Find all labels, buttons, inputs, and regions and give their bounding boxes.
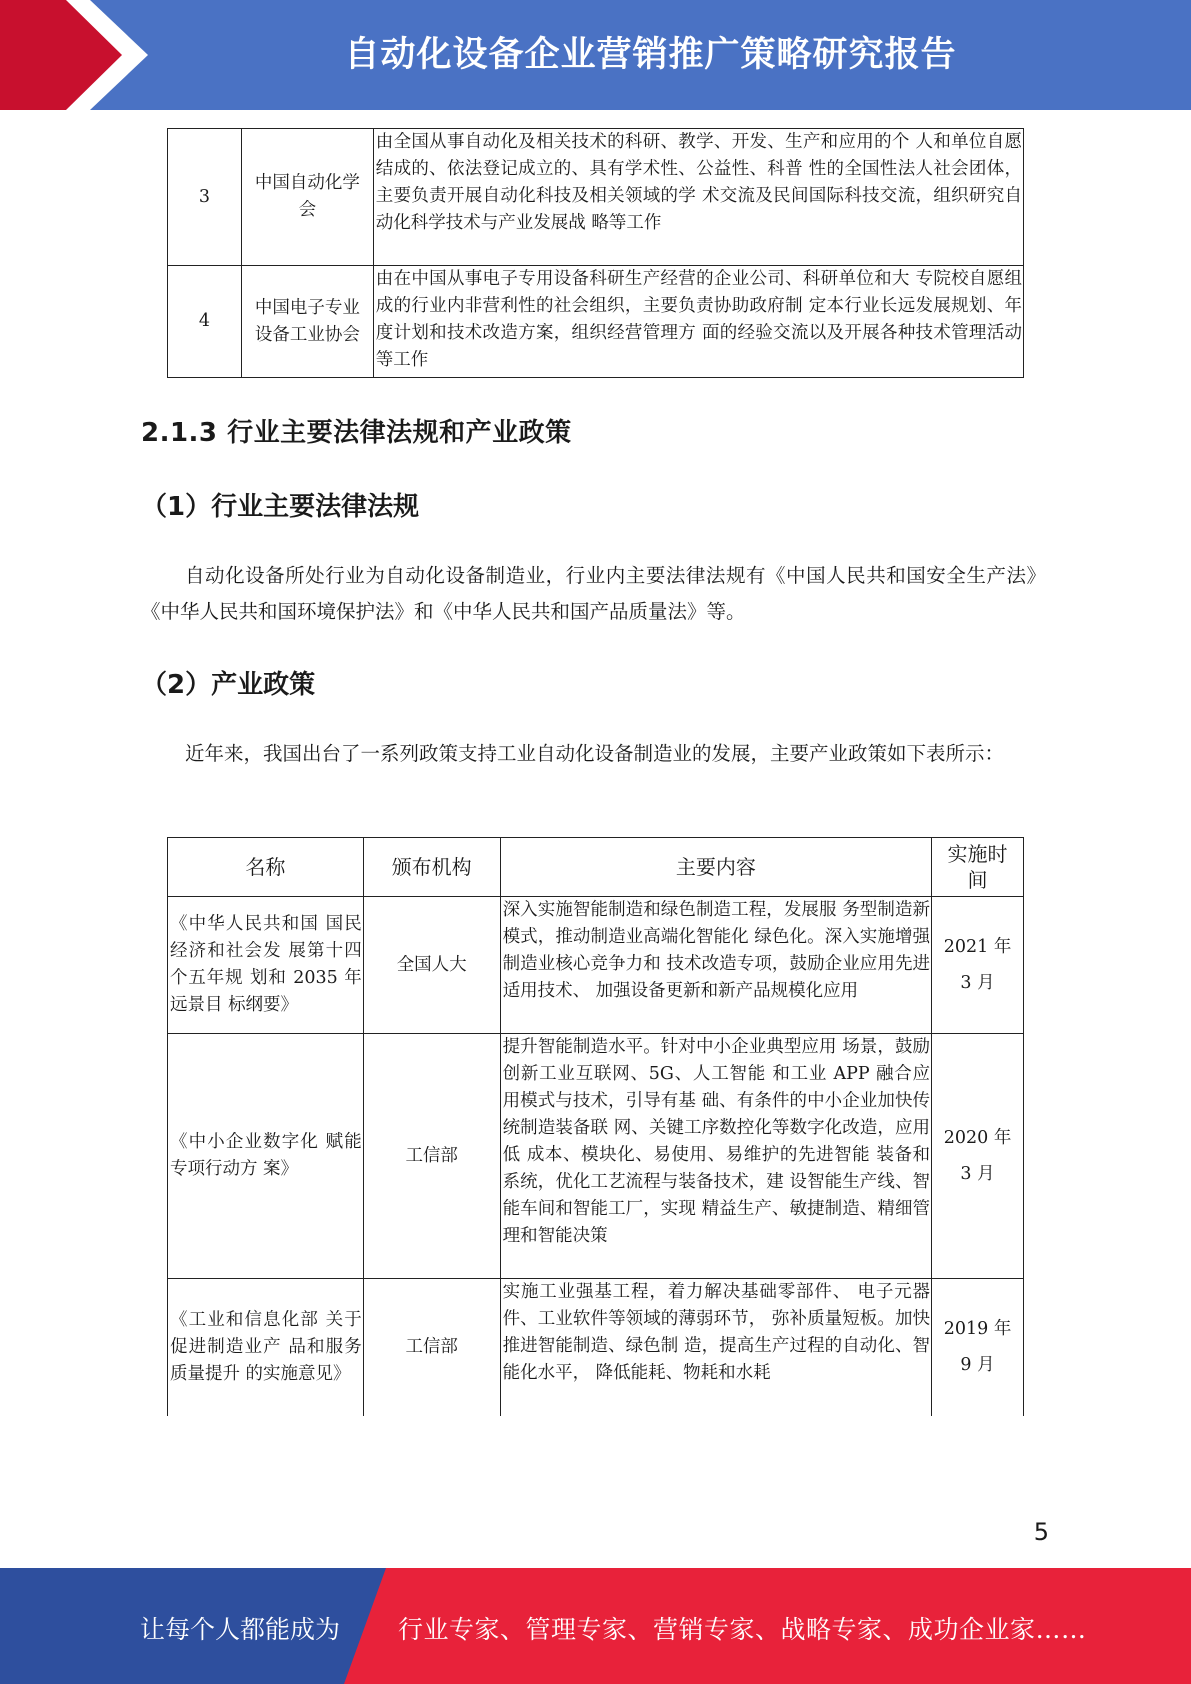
policy-issuer: 工信部 [363,1034,500,1279]
footer-slogan-left: 让每个人都能成为 [140,1615,341,1644]
table-row [168,266,1024,378]
policy-date: 2020 年 3 月 [932,1034,1024,1279]
policy-name: 《中小企业数字化 赋能专项行动方 案》 [168,1034,364,1279]
policy-table [167,837,1024,1416]
policy-content: 提升智能制造水平。针对中小企业典型应用 场景，鼓励创新工业互联网、5G、人工智能 和工业 APP 融合应用模式与技术，引导有基 础、有条件的中小企业加快传统制造装备联 网、关键工序数控化等数字化改造，应用低 成本、模块化、易使用、易维护的先进智能 装备和系统，优化工艺流程与装备技术，建 设智能生产线、智能车间和智能工厂，实现 精益生产、敏捷制造、精细管理和智能决策 [500,1034,931,1279]
policy-date: 2021 年 3 月 [932,897,1024,1034]
associations-table [167,128,1024,378]
column-header-date: 实施时间 [932,838,1024,897]
policy-date: 2019 年 9 月 [932,1279,1024,1416]
row-index: 4 [168,266,242,378]
section-heading: 2.1.3 行业主要法律法规和产业政策 [141,418,572,448]
table-row [168,1279,1024,1416]
column-header-content: 主要内容 [500,838,931,897]
subsection-heading-laws: （1）行业主要法律法规 [141,492,420,522]
subsection-heading-policy: （2）产业政策 [141,670,316,700]
policy-name: 《工业和信息化部 关于促进制造业产 品和服务质量提升 的实施意见》 [168,1279,364,1416]
column-header-name: 名称 [168,838,364,897]
table-header-row [168,838,1024,897]
table-row [168,897,1024,1034]
association-description: 由在中国从事电子专用设备科研生产经营的企业公司、科研单位和大 专院校自愿组成的行业内非营利性的社会组织，主要负责协助政府制 定本行业长远发展规划、年度计划和技术改造方案，组织经营管理方 面的经验交流以及开展各种技术管理活动等工作 [373,266,1023,378]
policy-name: 《中华人民共和国 国民经济和社会发 展第十四个五年规 划和 2035 年远景目 标纲要》 [168,897,364,1034]
page-number: 5 [1033,1518,1049,1546]
report-title: 自动化设备企业营销推广策略研究报告 [344,35,957,75]
table-row [168,129,1024,266]
policy-content: 实施工业强基工程，着力解决基础零部件、 电子元器件、工业软件等领域的薄弱环节， 弥补质量短板。加快推进智能制造、绿色制 造，提高生产过程的自动化、智能化水平， 降低能耗、物耗和水耗 [500,1279,931,1416]
policy-issuer: 全国人大 [363,897,500,1034]
policy-paragraph: 近年来，我国出台了一系列政策支持工业自动化设备制造业的发展，主要产业政策如下表所示： [185,742,1005,765]
policy-content: 深入实施智能制造和绿色制造工程，发展服 务型制造新模式，推动制造业高端化智能化 绿色化。深入实施增强制造业核心竞争力和 技术改造专项，鼓励企业应用先进适用技术、 加强设备更新和新产品规模化应用 [500,897,931,1034]
laws-paragraph: 自动化设备所处行业为自动化设备制造业，行业内主要法律法规有《中国人民共和国安全生产法》《中华人民共和国环境保护法》和《中华人民共和国产品质量法》等。 [141,564,1046,623]
association-description: 由全国从事自动化及相关技术的科研、教学、开发、生产和应用的个 人和单位自愿结成的、依法登记成立的、具有学术性、公益性、科普 性的全国性法人社会团体，主要负责开展自动化科技及相关领域的学 术交流及民间国际科技交流，组织研究自动化科学技术与产业发展战 略等工作 [373,129,1023,266]
association-name: 中国电子专业设备工业协会 [241,266,373,378]
row-index: 3 [168,129,242,266]
association-name: 中国自动化学会 [241,129,373,266]
table-row [168,1034,1024,1279]
policy-issuer: 工信部 [363,1279,500,1416]
footer-slogan-right: 行业专家、管理专家、营销专家、战略专家、成功企业家…… [398,1615,1087,1644]
column-header-issuer: 颁布机构 [363,838,500,897]
header-arrow-decoration [0,0,150,110]
